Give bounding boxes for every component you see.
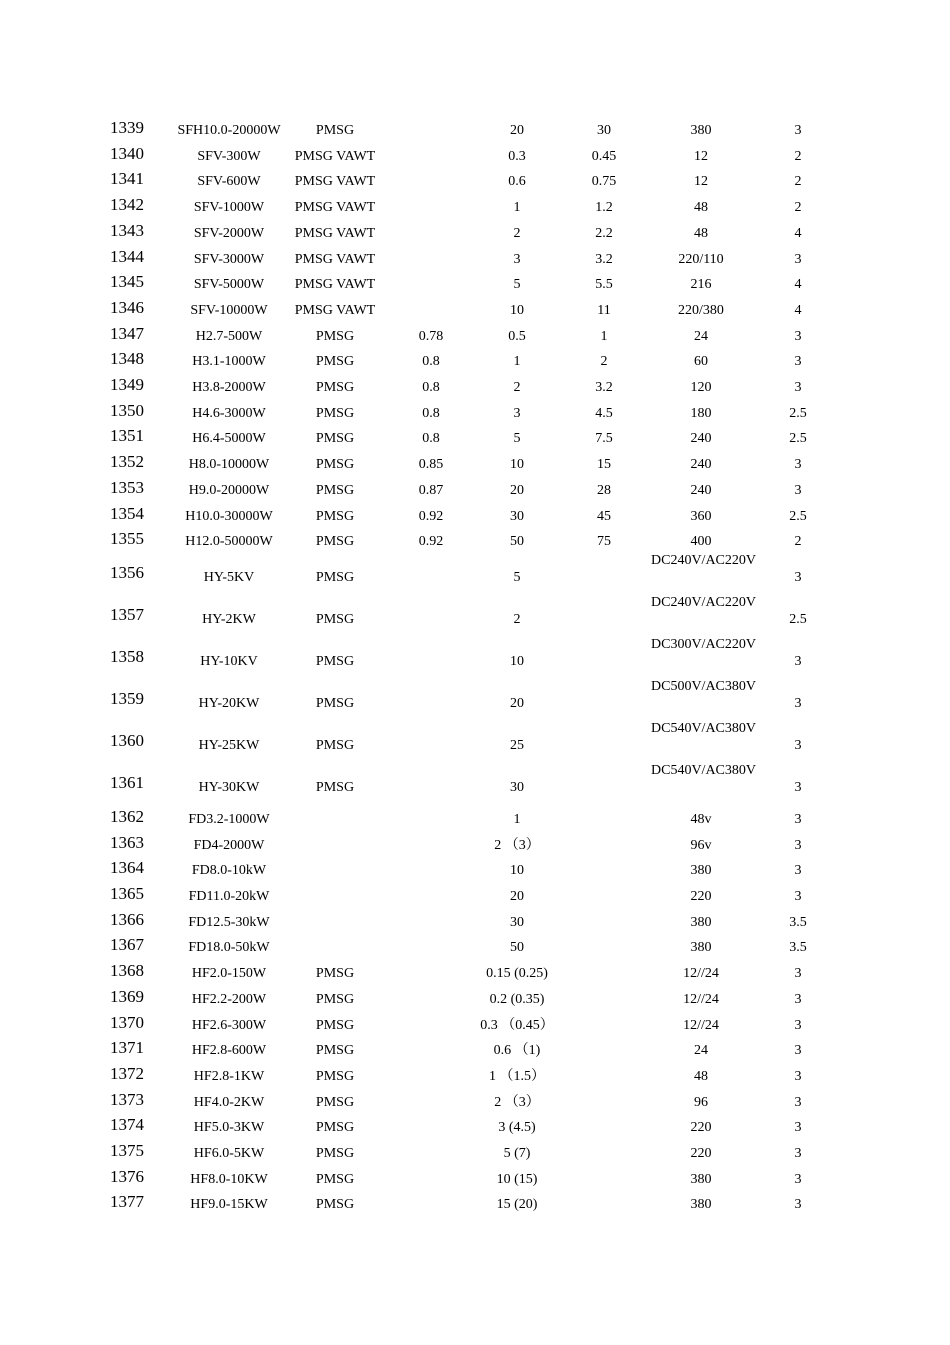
generator-type: PMSG: [315, 328, 355, 344]
generator-type: PMSG: [315, 1120, 355, 1136]
rated-power-value: 2: [513, 380, 521, 395]
rated-power-value: 1: [513, 200, 521, 216]
value-cell: 2.5: [789, 508, 807, 524]
generator-type: PMSG: [315, 482, 355, 498]
rated-power-value: 2: [513, 225, 521, 241]
table-row: [0, 221, 950, 247]
model-name: HY-25KW: [198, 737, 260, 753]
table-row: [0, 636, 950, 681]
value-cell: 3: [794, 1017, 802, 1033]
model-name: HY-20KW: [198, 695, 260, 711]
rated-power-value: 20: [510, 482, 524, 498]
rated-power-value: 1: [513, 811, 521, 827]
model-name: HF2.0-150W: [191, 966, 267, 982]
rated-power-value: 10: [510, 457, 524, 473]
rated-power-value: 3: [513, 251, 521, 267]
voltage-value: 380: [690, 1197, 712, 1213]
value-cell: 4: [794, 277, 802, 293]
row-number: 1370: [110, 1012, 144, 1032]
generator-type: PMSG: [315, 1171, 355, 1187]
voltage-value: 380: [690, 1171, 712, 1187]
rated-power-value: 0.3: [508, 148, 526, 164]
voltage-value: 12: [694, 174, 708, 190]
table-row: [0, 1013, 950, 1039]
model-name: FD4-2000W: [193, 837, 265, 853]
table-row: [0, 1141, 950, 1167]
max-power-value: 28: [597, 482, 611, 498]
rated-power-value: 1 （1.5）: [489, 1068, 545, 1084]
value-cell: 3: [794, 966, 802, 982]
generator-type: PMSG: [315, 123, 355, 138]
rated-power-value: 0.6 （1): [493, 1043, 541, 1059]
value-cell: 3: [794, 123, 802, 138]
max-power-value: 30: [597, 123, 611, 138]
voltage-value: DC540V/AC380V: [651, 762, 757, 778]
table-row: [0, 195, 950, 221]
row-number: 1354: [110, 503, 144, 523]
rated-power-value: 2: [513, 611, 521, 627]
generator-type: PMSG: [315, 1094, 355, 1110]
table-row: [0, 1115, 950, 1141]
generator-type: PMSG VAWT: [294, 148, 376, 164]
table-row: [0, 961, 950, 987]
table-row: [0, 678, 950, 723]
max-power-value: 3.2: [595, 380, 613, 395]
table-row: [0, 169, 950, 195]
generator-type: PMSG: [315, 431, 355, 447]
row-number: 1339: [110, 118, 144, 137]
generator-type: PMSG: [315, 966, 355, 982]
voltage-value: DC300V/AC220V: [651, 636, 757, 652]
model-name: H8.0-10000W: [188, 457, 270, 473]
value-cell: 2.5: [789, 405, 807, 421]
generator-type: PMSG VAWT: [294, 174, 376, 190]
value-cell: 2: [794, 200, 802, 216]
row-number: 1361: [110, 772, 144, 792]
value-cell: 4: [794, 302, 802, 318]
rated-power-value: 20: [510, 695, 524, 711]
value-cell: 3: [794, 653, 802, 669]
model-name: HY-30KW: [198, 779, 260, 795]
voltage-value: 48: [694, 225, 708, 241]
row-number: 1344: [110, 246, 144, 266]
voltage-value: 12: [694, 148, 708, 164]
rated-power-value: 5 (7): [503, 1146, 531, 1161]
row-number: 1353: [110, 477, 144, 497]
row-number: 1362: [110, 806, 144, 826]
row-number: 1375: [110, 1141, 144, 1160]
value-cell: 3: [794, 1068, 802, 1084]
max-power-value: 1.2: [595, 200, 613, 216]
rated-power-value: 50: [510, 534, 524, 550]
efficiency-value: 0.87: [418, 482, 444, 498]
table-row: [0, 144, 950, 170]
max-power-value: 0.75: [591, 174, 617, 190]
voltage-value: 24: [694, 1043, 708, 1059]
efficiency-value: 0.8: [422, 405, 440, 421]
efficiency-value: 0.78: [418, 328, 444, 344]
value-cell: 3: [794, 695, 802, 711]
voltage-value: 48v: [690, 811, 712, 827]
max-power-value: 11: [597, 302, 611, 318]
voltage-value: DC540V/AC380V: [651, 720, 757, 736]
model-name: SFV-600W: [197, 174, 261, 190]
max-power-value: 2: [600, 354, 608, 370]
row-number: 1364: [110, 858, 144, 878]
row-number: 1341: [110, 169, 144, 189]
model-name: H2.7-500W: [195, 328, 263, 344]
voltage-value: 48: [694, 200, 708, 216]
table-row: [0, 833, 950, 859]
model-name: H9.0-20000W: [188, 482, 270, 498]
efficiency-value: 0.92: [418, 534, 444, 550]
row-number: 1368: [110, 961, 144, 981]
voltage-value: 400: [690, 534, 712, 550]
generator-type: PMSG VAWT: [294, 225, 376, 241]
rated-power-value: 25: [510, 737, 524, 753]
row-number: 1355: [110, 529, 144, 549]
table-row: [0, 478, 950, 504]
value-cell: 2: [794, 148, 802, 164]
generator-type: PMSG: [315, 405, 355, 421]
row-number: 1363: [110, 832, 144, 852]
table-row: [0, 375, 950, 401]
rated-power-value: 2 （3）: [494, 837, 540, 853]
max-power-value: 5.5: [595, 277, 613, 293]
table-row: [0, 529, 950, 555]
rated-power-value: 0.3 （0.45）: [480, 1017, 554, 1033]
rated-power-value: 0.2 (0.35): [489, 991, 545, 1007]
model-name: SFH10.0-20000W: [177, 123, 281, 138]
max-power-value: 45: [597, 508, 611, 524]
max-power-value: 1: [600, 328, 608, 344]
row-number: 1357: [110, 604, 144, 624]
value-cell: 3: [794, 1094, 802, 1110]
model-name: FD8.0-10kW: [191, 863, 267, 879]
value-cell: 2.5: [789, 431, 807, 447]
table-row: [0, 858, 950, 884]
model-name: H4.6-3000W: [192, 405, 266, 421]
row-number: 1365: [110, 884, 144, 903]
rated-power-value: 0.5: [508, 328, 526, 344]
row-number: 1342: [110, 195, 144, 215]
generator-type: PMSG: [315, 1043, 355, 1059]
row-number: 1349: [110, 375, 144, 394]
max-power-value: 4.5: [595, 405, 613, 421]
value-cell: 3: [794, 737, 802, 753]
generator-type: PMSG: [315, 695, 355, 711]
model-name: H3.1-1000W: [192, 354, 266, 370]
model-name: HF9.0-15KW: [190, 1197, 268, 1213]
voltage-value: 96: [694, 1094, 708, 1110]
model-name: SFV-3000W: [193, 251, 265, 267]
generator-type: PMSG: [315, 653, 355, 669]
rated-power-value: 10 (15): [496, 1171, 538, 1187]
rated-power-value: 5: [513, 569, 521, 585]
rated-power-value: 3: [513, 405, 521, 421]
table-row: [0, 452, 950, 478]
row-number: 1374: [110, 1115, 144, 1135]
table-row: [0, 401, 950, 427]
voltage-value: 96v: [690, 837, 712, 853]
row-number: 1359: [110, 688, 144, 708]
generator-type: PMSG: [315, 1068, 355, 1084]
generator-type: PMSG: [315, 1146, 355, 1161]
table-row: [0, 504, 950, 530]
model-name: HF6.0-5KW: [193, 1146, 265, 1161]
model-name: HF2.2-200W: [191, 991, 267, 1007]
generator-type: PMSG: [315, 354, 355, 370]
row-number: 1346: [110, 297, 144, 317]
voltage-value: 12//24: [683, 1017, 719, 1033]
generator-type: PMSG: [315, 1197, 355, 1213]
voltage-value: 60: [694, 354, 708, 370]
generator-type: PMSG: [315, 508, 355, 524]
table-row: [0, 910, 950, 936]
model-name: HY-5KV: [203, 569, 255, 585]
value-cell: 3.5: [789, 914, 807, 930]
max-power-value: 15: [597, 457, 611, 473]
model-name: SFV-300W: [197, 148, 261, 164]
model-name: HF4.0-2KW: [193, 1094, 265, 1110]
generator-type: PMSG VAWT: [294, 251, 376, 267]
value-cell: 3: [794, 354, 802, 370]
efficiency-value: 0.8: [422, 354, 440, 370]
table-row: [0, 247, 950, 273]
model-name: HF5.0-3KW: [193, 1120, 265, 1136]
rated-power-value: 15 (20): [496, 1197, 538, 1213]
value-cell: 3: [794, 811, 802, 827]
table-row: [0, 324, 950, 350]
rated-power-value: 20: [510, 123, 524, 138]
value-cell: 4: [794, 225, 802, 241]
voltage-value: 220: [690, 889, 712, 904]
table-row: [0, 1038, 950, 1064]
value-cell: 3: [794, 328, 802, 344]
rated-power-value: 30: [510, 508, 524, 524]
generator-type: PMSG: [315, 779, 355, 795]
voltage-value: DC240V/AC220V: [651, 552, 757, 568]
voltage-value: 380: [690, 863, 712, 879]
row-number: 1345: [110, 272, 144, 292]
voltage-value: 240: [690, 457, 712, 473]
table-row: [0, 272, 950, 298]
value-cell: 3: [794, 863, 802, 879]
generator-type: PMSG: [315, 380, 355, 395]
generator-type: PMSG: [315, 1017, 355, 1033]
rated-power-value: 1: [513, 354, 521, 370]
row-number: 1367: [110, 935, 144, 955]
row-number: 1371: [110, 1038, 144, 1058]
table-row: [0, 1167, 950, 1193]
voltage-value: 12//24: [683, 991, 719, 1007]
efficiency-value: 0.8: [422, 431, 440, 447]
voltage-value: 220: [690, 1120, 712, 1136]
voltage-value: 12//24: [683, 966, 719, 982]
value-cell: 3: [794, 1146, 802, 1161]
model-name: H10.0-30000W: [185, 508, 273, 524]
voltage-value: 24: [694, 328, 708, 344]
table-row: [0, 935, 950, 961]
value-cell: 3.5: [789, 940, 807, 956]
rated-power-value: 50: [510, 940, 524, 956]
row-number: 1340: [110, 143, 144, 163]
table-row: [0, 552, 950, 597]
table-row: [0, 720, 950, 765]
generator-type: PMSG VAWT: [294, 200, 376, 216]
max-power-value: 2.2: [595, 225, 613, 241]
voltage-value: 120: [690, 380, 712, 395]
row-number: 1360: [110, 730, 144, 750]
efficiency-value: 0.92: [418, 508, 444, 524]
rated-power-value: 10: [510, 863, 524, 879]
table-row: [0, 118, 950, 144]
row-number: 1351: [110, 426, 144, 446]
generator-type: PMSG: [315, 534, 355, 550]
model-name: H12.0-50000W: [185, 534, 273, 550]
voltage-value: 220/110: [678, 251, 724, 267]
model-name: HF8.0-10KW: [190, 1171, 268, 1187]
row-number: 1366: [110, 909, 144, 929]
rated-power-value: 20: [510, 889, 524, 904]
efficiency-value: 0.85: [418, 457, 444, 473]
value-cell: 3: [794, 1197, 802, 1213]
voltage-value: 380: [690, 914, 712, 930]
value-cell: 3: [794, 991, 802, 1007]
model-name: HF2.8-600W: [191, 1043, 267, 1059]
voltage-value: 48: [694, 1068, 708, 1084]
value-cell: 2: [794, 534, 802, 550]
table-row: [0, 1090, 950, 1116]
model-name: FD3.2-1000W: [188, 811, 270, 827]
table-row: [0, 807, 950, 833]
rated-power-value: 30: [510, 779, 524, 795]
model-name: FD18.0-50kW: [188, 940, 270, 956]
row-number: 1352: [110, 452, 144, 472]
value-cell: 3: [794, 1171, 802, 1187]
rated-power-value: 0.6: [508, 174, 526, 190]
table-row: [0, 884, 950, 910]
efficiency-value: 0.8: [422, 380, 440, 395]
rated-power-value: 10: [510, 302, 524, 318]
voltage-value: 240: [690, 482, 712, 498]
rated-power-value: 10: [510, 653, 524, 669]
voltage-value: 380: [690, 940, 712, 956]
model-name: HF2.8-1KW: [193, 1068, 265, 1084]
value-cell: 3: [794, 1120, 802, 1136]
model-name: FD12.5-30kW: [188, 914, 270, 930]
model-name: HF2.6-300W: [191, 1017, 267, 1033]
table-row: [0, 1064, 950, 1090]
row-number: 1376: [110, 1166, 144, 1186]
value-cell: 3: [794, 889, 802, 904]
model-name: H3.8-2000W: [192, 380, 266, 395]
max-power-value: 75: [597, 534, 611, 550]
table-row: [0, 426, 950, 452]
voltage-value: DC240V/AC220V: [651, 594, 757, 610]
table-row: [0, 762, 950, 807]
max-power-value: 3.2: [595, 251, 613, 267]
rated-power-value: 30: [510, 914, 524, 930]
generator-type: PMSG: [315, 737, 355, 753]
generator-type: PMSG VAWT: [294, 302, 376, 318]
voltage-value: 220: [690, 1146, 712, 1161]
rated-power-value: 2 （3）: [494, 1094, 540, 1110]
row-number: 1356: [110, 562, 144, 582]
value-cell: 3: [794, 1043, 802, 1059]
value-cell: 2.5: [789, 611, 807, 627]
value-cell: 3: [794, 569, 802, 585]
voltage-value: 216: [690, 277, 712, 293]
model-name: SFV-10000W: [190, 302, 268, 318]
row-number: 1373: [110, 1089, 144, 1109]
value-cell: 3: [794, 837, 802, 853]
row-number: 1377: [110, 1192, 144, 1212]
row-number: 1358: [110, 646, 144, 666]
value-cell: 3: [794, 380, 802, 395]
generator-type: PMSG VAWT: [294, 277, 376, 293]
row-number: 1369: [110, 986, 144, 1006]
model-name: SFV-1000W: [193, 200, 265, 216]
value-cell: 3: [794, 482, 802, 498]
voltage-value: 380: [690, 123, 712, 138]
table-row: [0, 987, 950, 1013]
model-name: SFV-5000W: [193, 277, 265, 293]
row-number: 1343: [110, 220, 144, 240]
rated-power-value: 5: [513, 277, 521, 293]
generator-type: PMSG: [315, 569, 355, 585]
row-number: 1347: [110, 323, 144, 343]
table-row: [0, 349, 950, 375]
voltage-value: 240: [690, 431, 712, 447]
row-number: 1350: [110, 400, 144, 420]
value-cell: 3: [794, 779, 802, 795]
rated-power-value: 3 (4.5): [498, 1120, 536, 1136]
max-power-value: 7.5: [595, 431, 613, 447]
table-row: [0, 1192, 950, 1218]
generator-type: PMSG: [315, 991, 355, 1007]
table-row: [0, 594, 950, 639]
model-name: FD11.0-20kW: [188, 889, 270, 904]
model-name: SFV-2000W: [193, 225, 265, 241]
row-number: 1348: [110, 349, 144, 369]
table-row: [0, 298, 950, 324]
value-cell: 3: [794, 457, 802, 473]
row-number: 1372: [110, 1063, 144, 1083]
value-cell: 2: [794, 174, 802, 190]
max-power-value: 0.45: [591, 148, 617, 164]
voltage-value: 360: [690, 508, 712, 524]
voltage-value: 180: [690, 405, 712, 421]
model-name: HY-10KV: [200, 653, 258, 669]
voltage-value: DC500V/AC380V: [651, 678, 757, 694]
voltage-value: 220/380: [678, 302, 724, 318]
generator-type: PMSG: [315, 611, 355, 627]
model-name: HY-2KW: [202, 611, 256, 627]
generator-type: PMSG: [315, 457, 355, 473]
value-cell: 3: [794, 251, 802, 267]
model-name: H6.4-5000W: [192, 431, 266, 447]
rated-power-value: 5: [513, 431, 521, 447]
rated-power-value: 0.15 (0.25): [486, 966, 548, 982]
